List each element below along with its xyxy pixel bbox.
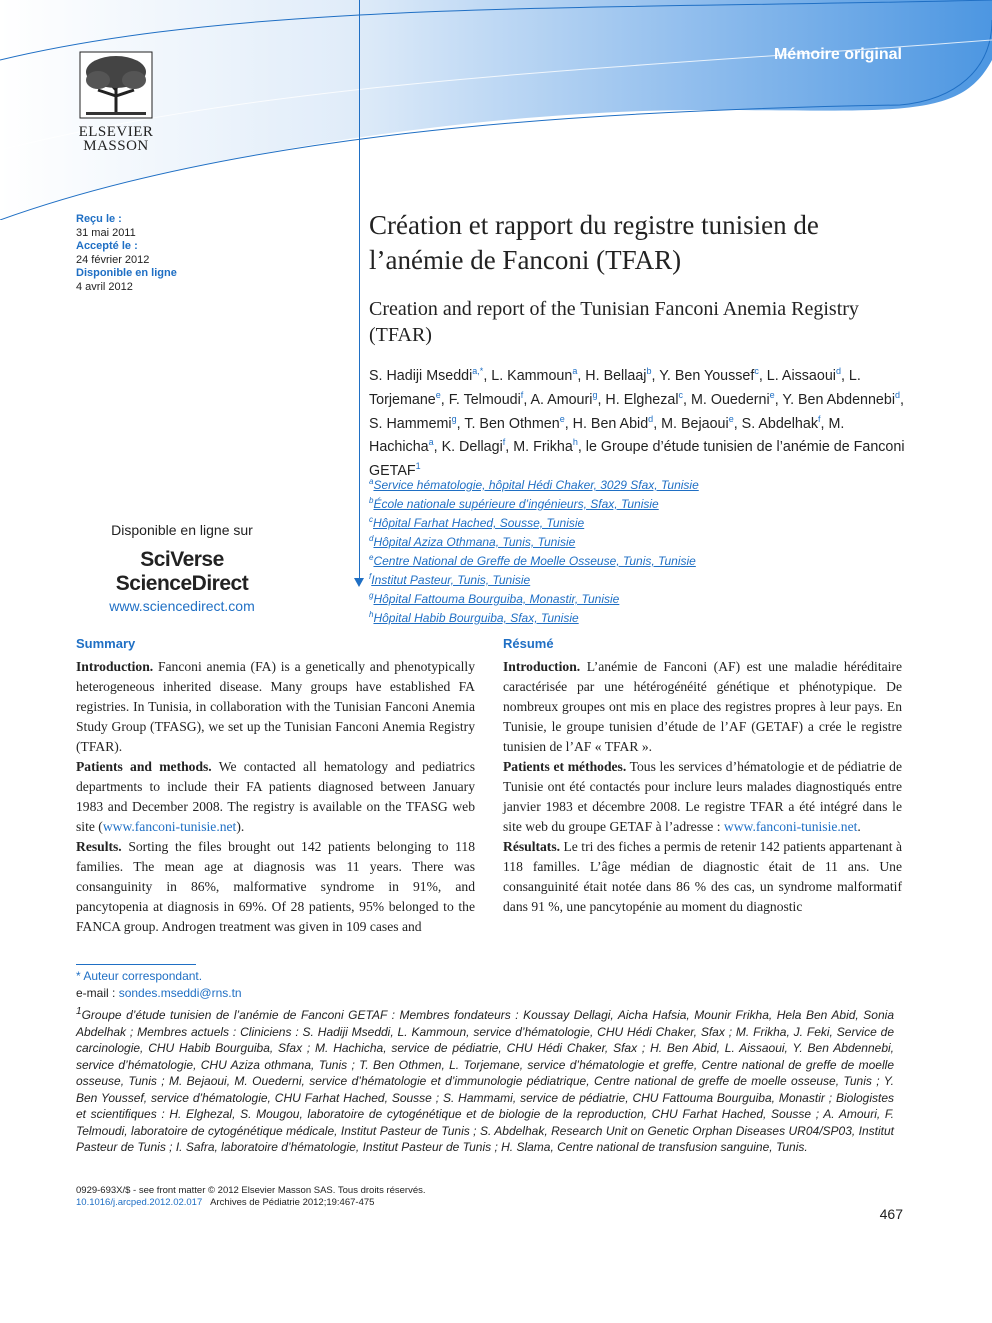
affiliation-marker: c bbox=[369, 515, 373, 524]
affiliation-text: Hôpital Farhat Hached, Sousse, Tunisie bbox=[373, 516, 585, 530]
title-french: Création et rapport du registre tunisien de l’anémie de Fanconi (TFAR) bbox=[369, 210, 819, 275]
affiliation-text: Service hématologie, hôpital Hédi Chaker, 3029 Sfax, Tunisie bbox=[373, 478, 699, 492]
group-footnote bbox=[76, 1004, 894, 1156]
author-separator: , bbox=[577, 367, 586, 384]
summary-methods-text: We contacted all hematology and pediatrics departments to include their FA patients diagnosed between January 1983 and December 2008. The registry is available on the TFASG web site ( bbox=[76, 759, 475, 834]
summary-methods-label: Patients and methods. bbox=[76, 759, 212, 774]
affiliation-text: Hôpital Habib Bourguiba, Sfax, Tunisie bbox=[373, 611, 579, 625]
affiliation-marker: h bbox=[369, 610, 374, 619]
email-link[interactable]: sondes.mseddi@rns.tn bbox=[118, 985, 242, 1000]
author-name: L. Kammoun bbox=[491, 367, 573, 384]
summary-results bbox=[76, 837, 475, 937]
author-affiliation-marker[interactable]: c bbox=[678, 389, 684, 400]
author-name: S. Hadiji Mseddi bbox=[369, 367, 473, 384]
author-affiliation-marker[interactable]: a bbox=[428, 437, 434, 448]
summary-intro-text: Fanconi anemia (FA) is a genetically and phenotypically heterogeneous inherited disease. Many groups have established FA registries. In Tunisia, in collaboration with the Tunisian Fanconi Anemia Study Group (TFASG), we set up the Tunisian Fanconi Anemia Registry (TFAR). bbox=[76, 659, 475, 754]
resume-intro-label: Introduction. bbox=[503, 659, 581, 674]
author-affiliation-marker[interactable]: f bbox=[502, 437, 506, 448]
author-name: Y. Ben Youssef bbox=[659, 367, 755, 384]
resume-methods-end: . bbox=[857, 819, 861, 834]
affiliation-item[interactable] bbox=[369, 531, 699, 550]
author-name: S. Abdelhak bbox=[741, 415, 818, 432]
author-name: K. Dellagi bbox=[441, 439, 503, 456]
summary-french bbox=[503, 634, 902, 917]
summary-english bbox=[76, 634, 475, 937]
resume-results-label: Résultats. bbox=[503, 839, 561, 854]
email-label: e-mail : bbox=[76, 985, 119, 1000]
affiliation-marker: d bbox=[369, 534, 374, 543]
author-name: L. Aissaoui bbox=[766, 367, 836, 384]
author-list bbox=[369, 362, 905, 481]
author-affiliation-marker[interactable]: d bbox=[895, 389, 901, 400]
corresponding-author-note: * Auteur correspondant. bbox=[76, 969, 203, 983]
author-name: L. Torjemane bbox=[369, 367, 861, 408]
author-separator: , bbox=[653, 415, 662, 432]
affiliation-item[interactable] bbox=[369, 512, 699, 531]
author-separator: , bbox=[733, 415, 742, 432]
tree-emblem-icon bbox=[78, 50, 154, 120]
resume-methods-label: Patients et méthodes. bbox=[503, 759, 627, 774]
section-tag: Mémoire original bbox=[773, 46, 902, 63]
author-separator: , bbox=[433, 439, 442, 456]
author-separator: , bbox=[456, 415, 465, 432]
affiliation-text: Hôpital Aziza Othmana, Tunis, Tunisie bbox=[373, 535, 576, 549]
author-affiliation-marker[interactable]: a,* bbox=[472, 366, 484, 376]
affiliation-text: Institut Pasteur, Tunis, Tunisie bbox=[371, 573, 531, 587]
author-affiliation-marker[interactable]: a bbox=[572, 366, 578, 376]
author-name: M. Ouederni bbox=[691, 391, 770, 408]
author-affiliation-marker[interactable]: b bbox=[646, 366, 652, 376]
footnote-rule bbox=[76, 964, 196, 965]
author-separator: , bbox=[840, 367, 849, 384]
author-affiliation-marker[interactable]: g bbox=[451, 413, 457, 424]
accepted-label: Accepté le : bbox=[76, 240, 138, 252]
resume-heading: Résumé bbox=[503, 636, 554, 651]
summary-intro-label: Introduction. bbox=[76, 659, 154, 674]
online-date: 4 avril 2012 bbox=[76, 280, 133, 293]
author-affiliation-marker[interactable]: 1 bbox=[415, 461, 421, 472]
affiliation-text: Centre National de Greffe de Moelle Osseuse, Tunis, Tunisie bbox=[373, 554, 696, 568]
sciencedirect-link[interactable]: www.sciencedirect.com bbox=[109, 598, 255, 614]
author-affiliation-marker[interactable]: g bbox=[592, 389, 598, 400]
group-footnote-marker: 1 bbox=[76, 1006, 82, 1017]
summary-heading: Summary bbox=[76, 636, 136, 651]
online-availability-label: Disponible en ligne sur bbox=[111, 522, 253, 538]
footnotes bbox=[76, 968, 894, 1156]
page-number: 467 bbox=[879, 1206, 903, 1222]
author-separator: , bbox=[440, 391, 449, 408]
author-affiliation-marker[interactable]: d bbox=[648, 413, 654, 424]
title-english: Creation and report of the Tunisian Fanconi Anemia Registry (TFAR) bbox=[369, 298, 859, 346]
affiliation-text: Hôpital Fattouma Bourguiba, Monastir, Tunisie bbox=[373, 592, 620, 606]
issn-line: 0929-693X/$ - see front matter © 2012 Elsevier Masson SAS. Tous droits réservés. bbox=[76, 1185, 426, 1196]
author-affiliation-marker[interactable]: f bbox=[520, 389, 524, 400]
author-affiliation-marker[interactable]: d bbox=[835, 366, 841, 376]
resume-methods-text: Tous les services d’hématologie et de pédiatrie de Tunisie ont été contactés pour inclure leurs malades diagnostiqués entre janvier 1983 et décembre 2008. Le registre TFAR a été intégré dans le site web du groupe GETAF à l’adresse : bbox=[503, 759, 902, 834]
online-label: Disponible en ligne bbox=[76, 267, 177, 279]
author-name: M. Bejaoui bbox=[661, 415, 729, 432]
resume-introduction bbox=[503, 657, 902, 757]
affiliation-item[interactable] bbox=[369, 550, 699, 569]
affiliation-list bbox=[369, 474, 699, 626]
resume-results bbox=[503, 837, 902, 917]
online-availability bbox=[76, 522, 288, 614]
resume-methods bbox=[503, 757, 902, 837]
email-line bbox=[76, 985, 894, 1002]
doi-journal-line bbox=[76, 1197, 426, 1209]
author-separator: , bbox=[820, 415, 829, 432]
author-name: S. Hammemi bbox=[369, 415, 452, 432]
publisher-logo bbox=[76, 50, 156, 153]
affiliation-item[interactable] bbox=[369, 474, 699, 493]
divider-arrow-icon bbox=[354, 578, 364, 587]
received-label: Reçu le : bbox=[76, 213, 122, 225]
author-name: H. Elghezal bbox=[605, 391, 679, 408]
received-date: 31 mai 2011 bbox=[76, 226, 136, 239]
author-name: H. Ben Abid bbox=[572, 415, 649, 432]
author-name: M. Frikha bbox=[513, 439, 573, 456]
author-separator: , bbox=[758, 367, 767, 384]
summary-introduction bbox=[76, 657, 475, 757]
affiliation-marker: e bbox=[369, 553, 374, 562]
affiliation-marker: b bbox=[369, 496, 374, 505]
author-name: Y. Ben Abdennebi bbox=[782, 391, 896, 408]
author-separator: , bbox=[597, 391, 606, 408]
author-affiliation-marker[interactable]: e bbox=[769, 389, 775, 400]
author-separator: , bbox=[651, 367, 660, 384]
registry-link-fr[interactable]: www.fanconi-tunisie.net bbox=[723, 819, 858, 834]
summary-methods bbox=[76, 757, 475, 837]
author-separator: , bbox=[523, 391, 531, 408]
summary-results-text: Sorting the files brought out 142 patients belonging to 118 families. The mean age at diagnosis was 11 years. There was consanguinity in 86%, malformative syndrome in 91%, and pancytopenia at diagnosis in 69%. Of 28 patients, 95% belonged to the FANCA group. Androgen treatment was given in 109 cases and bbox=[76, 839, 475, 934]
summary-results-label: Results. bbox=[76, 839, 122, 854]
resume-intro-text: L’anémie de Fanconi (AF) est une maladie héréditaire caractérisée par une hétérogénéité génétique et phénotypique. De nombreux groupes ont mis en place des registres propres à leur pays. En Tunisie, le groupe tunisien d’étude de l’AF (GETAF) a crée le registre tunisien de l’AF « TFAR ». bbox=[503, 659, 902, 754]
affiliation-item[interactable] bbox=[369, 607, 699, 626]
accepted-date: 24 février 2012 bbox=[76, 253, 150, 266]
sciencedirect-logo: SciVerse ScienceDirect bbox=[115, 548, 249, 595]
author-name: T. Ben Othmen bbox=[464, 415, 560, 432]
affiliation-marker: g bbox=[369, 591, 374, 600]
author-separator: , bbox=[564, 415, 573, 432]
divider-line bbox=[359, 0, 360, 585]
publication-meta bbox=[76, 1185, 426, 1208]
author-separator: , bbox=[683, 391, 691, 408]
affiliation-text: École nationale supérieure d’ingénieurs, Sfax, Tunisie bbox=[373, 497, 659, 511]
author-name: A. Amouri bbox=[530, 391, 593, 408]
article-dates bbox=[76, 213, 177, 294]
author-separator: , bbox=[774, 391, 783, 408]
author-separator: , bbox=[577, 439, 586, 456]
affiliation-item[interactable] bbox=[369, 588, 699, 607]
journal-citation: Archives de Pédiatrie 2012;19:467-475 bbox=[210, 1196, 375, 1208]
affiliation-marker: a bbox=[369, 477, 374, 486]
author-affiliation-marker[interactable]: f bbox=[817, 413, 821, 424]
resume-results-text: Le tri des fiches a permis de retenir 142 patients appartenant à 118 familles. L’âge médian de diagnostic était de 11 ans. Une consanguinité était notée dans 86 % des cas, un syndrome malformatif dans 91 %, une pancytopénie au moment du diagnostic bbox=[503, 839, 902, 914]
author-affiliation-marker[interactable]: e bbox=[435, 389, 441, 400]
author-name: le Groupe d’étude tunisien de l’anémie de Fanconi GETAF bbox=[369, 439, 905, 479]
author-affiliation-marker[interactable]: e bbox=[728, 413, 734, 424]
author-name: M. Hachicha bbox=[369, 415, 845, 456]
group-footnote-text: Groupe d’étude tunisien de l’anémie de Fanconi GETAF : Membres fondateurs : Koussay Dellagi, Aicha Hafsia, Mounir Frikha, Hela Ben Abid, Sonia Abdelhak ; Membres actuels : Cliniciens : S. Hadiji Mseddi, L. Kammoun, service d’hématologie, CHU Hédi Chaker, Sfax ; M. Frikha, J. Feki, Service de carcinologie, CHU Habib Bourguiba, Sfax ; M. Hachicha, service de pédiatrie, CHU Hédi Chaker, Sfax ; H. Ben Abid, L. Aissaoui, Y. Ben Abdennebi, service d’hématologie, CHU Aziza othmana, Tunis ; T. Ben Othmen, L. Torjemane, service d’hématologie et greffe, Centre national de greffe de moelle osseuse, Tunis ; M. Bejaoui, M. Ouederni, service d’hématologie et d’immunologie pédiatrique, Centre national de greffe de moelle osseuse, Tunis ; Y. Ben Youssef, service d’hématologie, CHU Farhat Hached, Sousse ; S. Hammami, service de pédiatrie, CHU Fattouma Bourguiba, Monastir ; Biologistes et scientifiques : H. Elghezal, S. Mougou, laboratoire de cytogénétique et de biologie de la reproduction, CHU Farhat Hached, Sousse ; A. Amouri, F. Telmoudi, laboratoire de cytogénétique médicale, Institut Pasteur de Tunis ; S. Abdelhak, Research Unit on Genetic Orphan Diseases UR04/SP03, Institut Pasteur de Tunis ; I. Safra, laboratoire d’hématologie, Institut Pasteur de Tunis ; H. Slama, Centre national de transfusion sanguine, Tunis. bbox=[76, 1008, 894, 1154]
affiliation-item[interactable] bbox=[369, 493, 699, 512]
publisher-name: ELSEVIER bbox=[78, 124, 154, 140]
author-name: F. Telmoudi bbox=[448, 391, 521, 408]
author-name: H. Bellaaj bbox=[585, 367, 647, 384]
affiliation-item[interactable] bbox=[369, 569, 699, 588]
publisher-name-2: MASSON bbox=[83, 138, 149, 154]
doi-link[interactable]: 10.1016/j.arcped.2012.02.017 bbox=[76, 1196, 203, 1208]
summary-methods-end: ). bbox=[236, 819, 245, 834]
author-separator: , bbox=[900, 391, 905, 408]
author-affiliation-marker[interactable]: h bbox=[572, 437, 578, 448]
affiliation-marker: f bbox=[369, 572, 372, 581]
author-affiliation-marker[interactable]: c bbox=[754, 366, 759, 376]
author-separator: , bbox=[483, 367, 492, 384]
author-separator: , bbox=[505, 439, 514, 456]
author-affiliation-marker[interactable]: e bbox=[559, 413, 565, 424]
registry-link[interactable]: www.fanconi-tunisie.net bbox=[102, 819, 237, 834]
